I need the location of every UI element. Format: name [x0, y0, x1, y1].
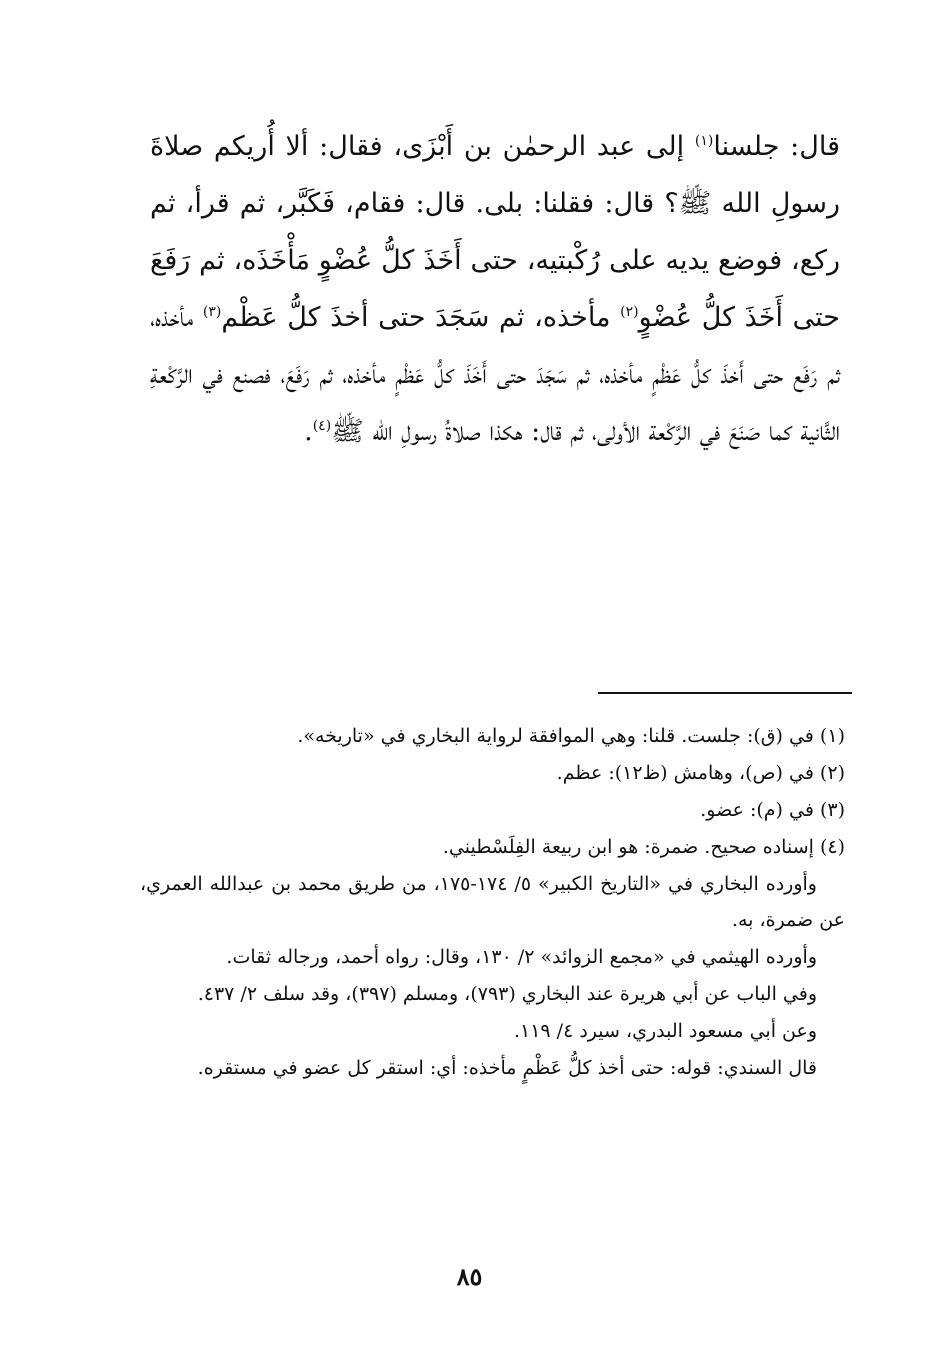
main-text	[150, 118, 840, 460]
text-segment: مأخذه، ثم رَفَع حتى أَخذَ كلُّ عَظْمٍ مأخذه، ثم سَجَدَ حتى أَخَذَ كلُّ عَظْمٍ مأخذه، ثم رَفَعَ، فصنع في الرَّكْعةِ الثَّانية كما صَنَعَ في الرَّكْعة الأولى، ثم قال: هكذا صلاةُ رسولِ الله ﷺ	[150, 302, 840, 447]
footnote-4: (٤) إسناده صحيح. ضمرة: هو ابن ربيعة الفِلَسْطيني.	[442, 836, 845, 858]
footnote-1: (١) في (ق): جلست. قلنا: وهي الموافقة لرواية البخاري في «تاريخه».	[297, 725, 845, 747]
text-segment: قال: جلسنا	[713, 131, 840, 162]
footnote-separator	[598, 692, 852, 694]
footnote-4-continuation: قال السندي: قوله: حتى أخذ كلُّ عَظْمٍ مأخذه: أي: استقر كل عضو في مستقره.	[197, 1057, 817, 1079]
footnote-4-continuation: وأورده الهيثمي في «مجمع الزوائد» ٢/ ١٣٠، وقال: رواه أحمد، ورجاله ثقات.	[226, 946, 817, 968]
main-paragraph	[150, 118, 840, 460]
footnote-3: (٣) في (م): عضو.	[700, 799, 845, 821]
page-number: ٨٥	[456, 1262, 483, 1291]
footnotes	[140, 718, 845, 1087]
footnote-4-continuation: وأورده البخاري في «التاريخ الكبير» ٥/ ١٧٤-١٧٥، من طريق محمد بن عبدالله العمري، عن ضمرة، به.	[140, 873, 845, 931]
text-segment: .	[304, 416, 313, 447]
footnote-ref-3[interactable]: (٣)	[202, 304, 222, 320]
footnote-ref-4[interactable]: (٤)	[312, 418, 332, 434]
footnote-2: (٢) في (ص)، وهامش (ظ١٢): عظم.	[556, 762, 845, 784]
footnote-ref-1[interactable]: (١)	[694, 133, 714, 149]
text-segment: مأخذه، ثم سَجَدَ حتى أخذَ كلُّ عَظْم	[221, 302, 621, 333]
footnote-4-continuation: وفي الباب عن أبي هريرة عند البخاري (٧٩٣)، ومسلم (٣٩٧)، وقد سلف ٢/ ٤٣٧.	[197, 983, 817, 1005]
footnote-ref-2[interactable]: (٢)	[620, 304, 639, 320]
footnote-4-continuation: وعن أبي مسعود البدري، سيرد ٤/ ١١٩.	[513, 1020, 817, 1042]
text-segment: إلى عبد الرحمٰن بن أَبْزَى، فقال: ألا أُريكم صلاةَ رسولِ الله ﷺ؟ قال: فقلنا: بلى. قال: فقام، فَكَبَّر، ثم قرأ، ثم ركع، فوضع يديه على رُكْبتيه، حتى أَخَذَ كلُّ عُضْوٍ مَأْخَذَه، ثم رَفَعَ حتى أَخَذَ كلُّ عُضْوٍ	[150, 131, 840, 333]
